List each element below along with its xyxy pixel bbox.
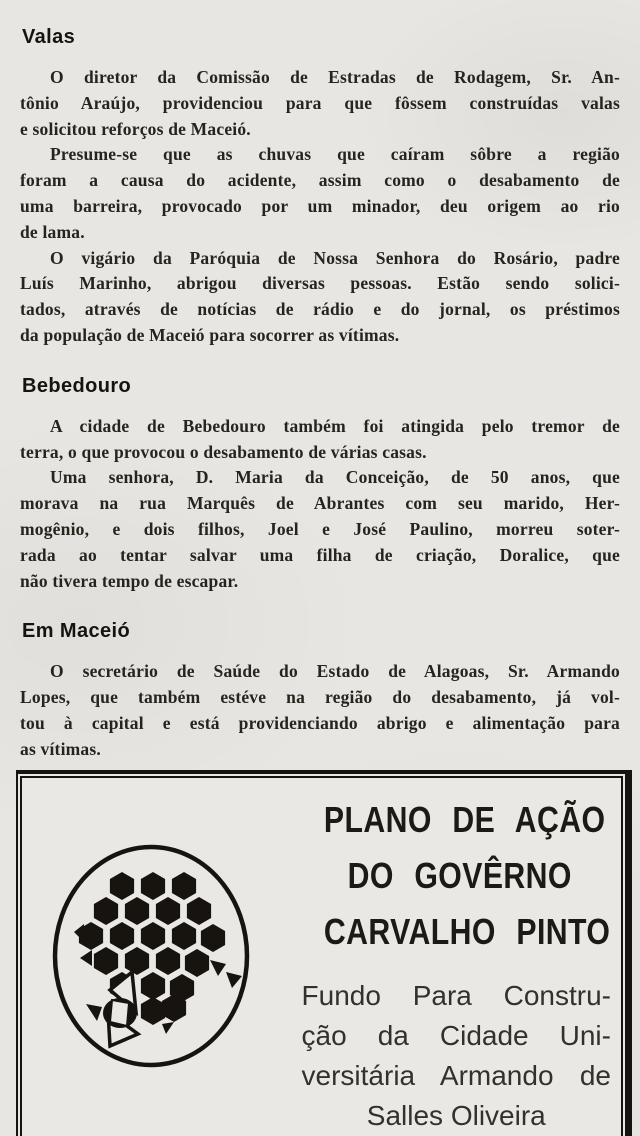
text-line: tônio Araújo, providenciou para que fôssem construídas valas bbox=[20, 92, 620, 113]
text-line: Luís Marinho, abrigou diversas pessoas. Estão sendo solici- bbox=[20, 273, 620, 294]
text-line: as vítimas. bbox=[20, 738, 101, 759]
section-heading: Em Maceió bbox=[22, 620, 131, 643]
paragraph bbox=[20, 142, 620, 245]
text-line: mogênio, e dois filhos, Joel e José Paulino, morreu soter- bbox=[20, 518, 620, 539]
body-line: Salles Oliveira bbox=[366, 1100, 546, 1131]
article-section bbox=[20, 26, 620, 349]
advertisement-inner-frame bbox=[20, 776, 623, 1136]
body-line: Fundo Para Constru- bbox=[301, 980, 611, 1011]
paragraph bbox=[20, 414, 620, 466]
text-line: terra, o que provocou o desabamento de várias casas. bbox=[20, 441, 427, 462]
section-paragraphs bbox=[20, 65, 620, 349]
section-paragraphs bbox=[20, 659, 620, 762]
paragraph bbox=[20, 246, 620, 349]
text-line: não tivera tempo de escapar. bbox=[20, 570, 239, 591]
section-paragraphs bbox=[20, 414, 620, 595]
text-line: rada ao tentar salvar uma filha de criação, Doralice, que bbox=[20, 544, 620, 565]
advertisement-headline bbox=[298, 792, 621, 960]
text-line: tados, através de notícias de rádio e do jornal, os préstimos bbox=[20, 299, 620, 320]
text-line: O vigário da Paróquia de Nossa Senhora do Rosário, padre bbox=[50, 247, 620, 268]
text-line: O secretário de Saúde do Estado de Alagoas, Sr. Armando bbox=[50, 661, 620, 682]
advertisement-text-area bbox=[298, 778, 621, 1136]
text-line: uma barreira, provocado por um minador, deu origem ao rio bbox=[20, 195, 620, 216]
article-column bbox=[20, 26, 620, 763]
text-line: de lama. bbox=[20, 221, 85, 242]
headline-line: PLANO DE AÇÃO bbox=[323, 799, 605, 840]
text-line: foram a causa do acidente, assim como o desabamento de bbox=[20, 170, 620, 191]
text-line: O diretor da Comissão de Estradas de Rodagem, Sr. An- bbox=[50, 67, 620, 87]
paragraph bbox=[20, 659, 620, 762]
headline-line: CARVALHO PINTO bbox=[323, 911, 610, 952]
text-line: da população de Maceió para socorrer as vítimas. bbox=[20, 324, 400, 345]
text-line: A cidade de Bebedouro também foi atingida pelo tremor de bbox=[50, 415, 620, 436]
text-line: tou à capital e está providenciando abrigo e alimentação para bbox=[20, 712, 620, 733]
advertisement-body bbox=[298, 976, 621, 1136]
text-line: morava na rua Marquês de Abrantes com seu marido, Her- bbox=[20, 493, 620, 514]
advertisement-logo-area bbox=[22, 778, 298, 1136]
text-line: Uma senhora, D. Maria da Conceição, de 50 anos, que bbox=[50, 467, 620, 488]
article-section bbox=[20, 620, 620, 762]
body-line: ção da Cidade Uni- bbox=[301, 1020, 611, 1051]
text-line: Presume-se que as chuvas que caíram sôbre a região bbox=[50, 144, 620, 165]
honeycomb-map-bee-emblem-icon bbox=[50, 842, 252, 1070]
paragraph bbox=[20, 465, 620, 594]
article-section bbox=[20, 375, 620, 595]
section-heading: Valas bbox=[22, 26, 76, 48]
body-line: versitária Armando de bbox=[301, 1060, 611, 1091]
advertisement-box bbox=[16, 770, 632, 1136]
paragraph bbox=[20, 65, 620, 142]
text-line: e solicitou reforços de Maceió. bbox=[20, 118, 251, 139]
section-heading: Bebedouro bbox=[22, 374, 132, 397]
headline-line: DO GOVÊRNO bbox=[347, 855, 572, 896]
text-line: Lopes, que também estéve na região do desabamento, já vol- bbox=[20, 687, 620, 708]
